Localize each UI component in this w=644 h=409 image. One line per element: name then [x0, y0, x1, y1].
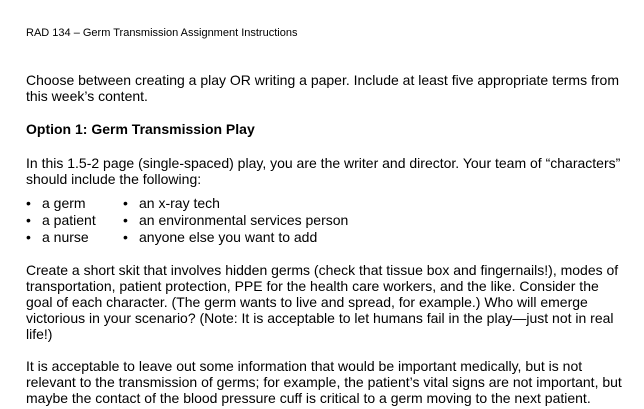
list-item: [123, 195, 348, 212]
list-item: [26, 195, 96, 212]
bullet-icon: •: [123, 229, 128, 245]
relevance-paragraph: It is acceptable to leave out some information that would be important medically, but is not relevant to the transmission of germs; for example, the patient’s vital signs are not important, but maybe the contact of the blood pressure cuff is critical to a germ moving to the next patient.: [26, 358, 622, 406]
list-item-text: an environmental services person: [139, 212, 349, 228]
characters-list-left: [26, 195, 96, 246]
list-item: [26, 229, 96, 246]
skit-paragraph: Create a short skit that involves hidden germs (check that tissue box and fingernails!), modes of transportation, patient protection, PPE for the health care workers, and the like. Consider the goal of each character. (The germ wants to live and spread, for example.) Who will emerge victorious in your scenario? (Note: It is acceptable to let humans fail in the play—just not in real life!): [26, 262, 619, 342]
bullet-icon: •: [123, 195, 128, 211]
list-item-text: anyone else you want to add: [139, 229, 318, 245]
list-item-text: a germ: [42, 195, 86, 211]
list-item-text: an x-ray tech: [139, 195, 220, 211]
option1-lead-paragraph: In this 1.5-2 page (single-spaced) play, you are the writer and director. Your team of “characters” should include the following:: [26, 155, 621, 187]
document-header: RAD 134 – Germ Transmission Assignment Instructions: [26, 27, 298, 39]
option1-heading: Option 1: Germ Transmission Play: [26, 121, 255, 137]
list-item-text: a nurse: [42, 229, 89, 245]
bullet-icon: •: [26, 195, 31, 211]
intro-paragraph: Choose between creating a play OR writing a paper. Include at least five appropriate terms from this week’s content.: [26, 72, 619, 104]
list-item-text: a patient: [42, 212, 96, 228]
list-item: [123, 229, 348, 246]
bullet-icon: •: [123, 212, 128, 228]
characters-list-right: [123, 195, 348, 246]
bullet-icon: •: [26, 212, 31, 228]
list-item: [26, 212, 96, 229]
list-item: [123, 212, 348, 229]
bullet-icon: •: [26, 229, 31, 245]
